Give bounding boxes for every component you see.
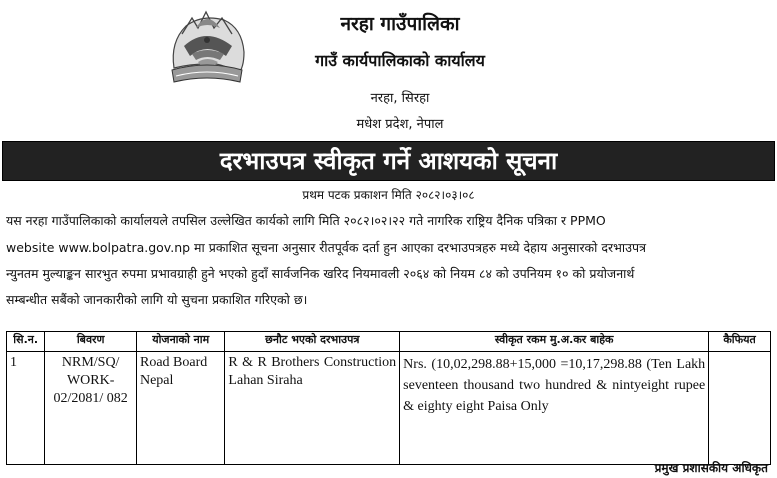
column-header-selected-bid: छनौट भएको दरभाउपत्र xyxy=(225,332,400,352)
notice-body-line: सम्बन्धीत सबैंको जानकारीको लागि यो सुचना प्रकाशित गरिएको छ। xyxy=(6,292,308,307)
notice-body-line: न्युनतम मुल्याङ्कन सारभुत रुपमा प्रभावग्राही हुने भएको हुदाँ सार्वजनिक खरिद नियमावली २०६४ को नियम ८४ को उपनियम १० को प्रयोजनार्थ xyxy=(6,266,635,281)
signatory-title: प्रमुख प्रशासकीय अधिकृत xyxy=(654,461,768,475)
office-name: नरहा गाउँपालिका xyxy=(340,13,460,35)
office-province: मधेश प्रदेश, नेपाल xyxy=(356,117,444,132)
table-row xyxy=(7,352,771,465)
notice-body-line: website www.bolpatra.gov.np मा प्रकाशित सूचना अनुसार रीतपूर्वक दर्ता हुन आएका दरभाउपत्रहरु मध्ये देहाय अनुसारको दरभाउपत्र xyxy=(6,240,646,255)
cell-description: NRM/SQ/ WORK- 02/2081/ 082 xyxy=(45,352,137,465)
column-header-description: बिवरण xyxy=(45,332,137,352)
cell-serial: 1 xyxy=(7,352,45,465)
column-header-approved-amount: स्वीकृत रकम मु.अ.कर बाहेक xyxy=(400,332,709,352)
notice-title-banner: दरभाउपत्र स्वीकृत गर्ने आशयको सूचना xyxy=(2,141,775,181)
column-header-remarks: कैफियत xyxy=(709,332,771,352)
cell-remarks xyxy=(709,352,771,465)
cell-selected-firm: R & R Brothers Construction Lahan Siraha xyxy=(225,352,400,465)
column-header-serial: सि.न. xyxy=(7,332,45,352)
column-header-project: योजनाको नाम xyxy=(136,332,224,352)
office-address: नरहा, सिरहा xyxy=(370,91,430,106)
cell-project: Road Board Nepal xyxy=(136,352,224,465)
department-name: गाउँ कार्यपालिकाको कार्यालय xyxy=(315,51,485,70)
notice-body-line: यस नरहा गाउँपालिकाको कार्यालयले तपसिल उल्लेखित कार्यको लागि मिति २०८२।०२।२२ गते नागरिक राष्ट्रिय दैनिक पत्रिका र PPMO xyxy=(6,213,606,228)
government-emblem-icon xyxy=(162,6,252,92)
cell-approved-amount: Nrs. (10,02,298.88+15,000 =10,17,298.88 (Ten Lakh seventeen thousand two hundred & nintyeight rupee & eighty eight Paisa Only xyxy=(400,352,709,465)
table-header-row xyxy=(7,332,771,352)
bid-acceptance-table xyxy=(6,331,771,465)
publication-date: प्रथम पटक प्रकाशन मिति २०८२।०३।०८ xyxy=(302,188,475,202)
